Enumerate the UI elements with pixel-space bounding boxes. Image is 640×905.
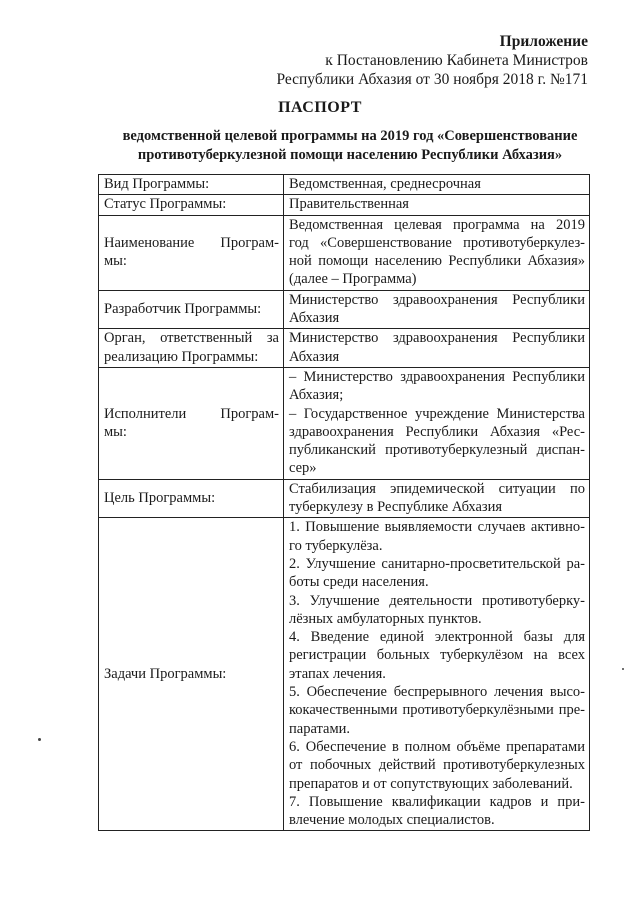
subtitle-line: противотуберкулезной помощи населению Республики Абхазия» bbox=[137, 147, 563, 163]
label-line: Наименование Програм- bbox=[104, 234, 279, 251]
table-row bbox=[99, 175, 590, 195]
row-label bbox=[99, 518, 284, 831]
value-line: публиканский противотуберкулезный диспан- bbox=[289, 442, 585, 459]
row-value bbox=[284, 367, 590, 479]
label-line: мы: bbox=[104, 423, 127, 440]
table-row bbox=[99, 479, 590, 518]
document-title: ПАСПОРТ bbox=[278, 99, 362, 116]
appendix-block bbox=[276, 32, 588, 89]
value-line: влечение молодых специалистов. bbox=[289, 812, 495, 829]
label-line: Разработчик Программы: bbox=[104, 300, 262, 317]
appendix-line-1: к Постановлению Кабинета Министров bbox=[325, 52, 588, 69]
table-row bbox=[99, 195, 590, 215]
row-label bbox=[99, 175, 284, 195]
value-line: от побочных действий противотуберкулезных bbox=[289, 757, 585, 774]
table-row bbox=[99, 215, 590, 290]
row-value bbox=[284, 195, 590, 215]
value-line: сер» bbox=[289, 460, 317, 477]
value-line: Абхазия; bbox=[289, 387, 344, 404]
row-label bbox=[99, 329, 284, 368]
value-line: 2. Улучшение санитарно-просветительской ра- bbox=[289, 555, 585, 572]
value-line: 1. Повышение выявляемости случаев активно- bbox=[289, 519, 585, 536]
row-label bbox=[99, 215, 284, 290]
value-line: лёзных амбулаторных пунктов. bbox=[289, 610, 482, 627]
value-line: Ведомственная, среднесрочная bbox=[289, 176, 481, 192]
table-row bbox=[99, 367, 590, 479]
table-row bbox=[99, 290, 590, 329]
label-line: реализацию Программы: bbox=[104, 348, 259, 365]
value-line: Абхазия bbox=[289, 310, 340, 327]
scan-speck bbox=[38, 738, 41, 741]
row-value bbox=[284, 479, 590, 518]
passport-table bbox=[98, 174, 590, 831]
value-line: 5. Обеспечение беспрерывного лечения высо- bbox=[289, 684, 585, 701]
value-line: 4. Введение единой электронной базы для bbox=[289, 629, 585, 646]
value-line: здравоохранения Республики Абхазия «Рес- bbox=[289, 423, 585, 440]
label-line: мы: bbox=[104, 253, 127, 270]
value-line: 6. Обеспечение в полном объёме препаратами bbox=[289, 738, 585, 755]
label-line: Исполнители Програм- bbox=[104, 405, 279, 422]
row-label bbox=[99, 290, 284, 329]
value-line: – Государственное учреждение Министерства bbox=[289, 405, 585, 422]
value-line: Абхазия bbox=[289, 348, 340, 365]
label-line: Задачи Программы: bbox=[104, 665, 227, 682]
value-line: ной помощи населению Республики Абхазия» bbox=[289, 253, 585, 270]
value-line: туберкулезу в Республике Абхазия bbox=[289, 499, 503, 516]
row-value bbox=[284, 290, 590, 329]
row-label bbox=[99, 367, 284, 479]
document-subtitle bbox=[90, 127, 610, 165]
value-line: Стабилизация эпидемической ситуации по bbox=[289, 480, 585, 497]
value-line: регистрации больных туберкулёзом на всех bbox=[289, 647, 585, 664]
row-value bbox=[284, 175, 590, 195]
value-line: паратами. bbox=[289, 720, 351, 737]
row-value bbox=[284, 215, 590, 290]
row-label bbox=[99, 479, 284, 518]
value-line: боты среди населения. bbox=[289, 574, 429, 591]
value-line: (далее – Программа) bbox=[289, 271, 417, 288]
value-line: Министерство здравоохранения Республики bbox=[289, 330, 585, 347]
value-line: Правительственная bbox=[289, 196, 409, 213]
value-line: препаратов и от сопутствующих заболеваний. bbox=[289, 775, 573, 792]
value-line: – Министерство здравоохранения Республики bbox=[289, 368, 585, 385]
label-line: Вид Программы: bbox=[104, 176, 210, 192]
value-line: 3. Улучшение деятельности противотуберку- bbox=[289, 592, 585, 609]
scan-speck bbox=[622, 668, 624, 670]
row-value bbox=[284, 518, 590, 831]
table-row bbox=[99, 329, 590, 368]
label-line: Статус Программы: bbox=[104, 196, 227, 213]
row-label bbox=[99, 195, 284, 215]
value-line: Ведомственная целевая программа на 2019 bbox=[289, 216, 585, 233]
appendix-title: Приложение bbox=[499, 33, 588, 50]
value-line: Министерство здравоохранения Республики bbox=[289, 291, 585, 308]
value-line: го туберкулёза. bbox=[289, 537, 383, 554]
label-line: Орган, ответственный за bbox=[104, 330, 279, 347]
value-line: кокачественными противотуберкулёзными пре- bbox=[289, 702, 585, 719]
appendix-line-2: Республики Абхазия от 30 ноября 2018 г. №171 bbox=[276, 71, 588, 88]
label-line: Цель Программы: bbox=[104, 489, 216, 506]
value-line: этапах лечения. bbox=[289, 665, 386, 682]
value-line: 7. Повышение квалификации кадров и при- bbox=[289, 793, 585, 810]
subtitle-line: ведомственной целевой программы на 2019 год «Совершенствование bbox=[122, 128, 578, 144]
row-value bbox=[284, 329, 590, 368]
value-line: год «Совершенствование противотуберкулез- bbox=[289, 234, 585, 251]
table-row bbox=[99, 518, 590, 831]
